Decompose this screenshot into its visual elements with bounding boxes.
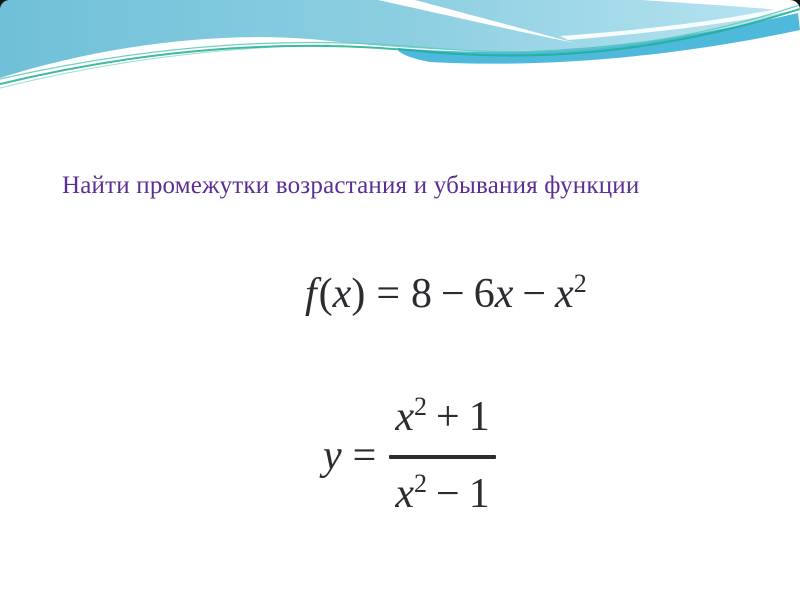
fx-open-paren: (	[318, 271, 333, 317]
formula-y-fraction	[323, 390, 496, 521]
slide-title: Найти промежутки возрастания и убывания функции	[62, 172, 640, 199]
den-minus: −	[436, 470, 460, 517]
fraction-numerator	[389, 390, 495, 445]
fx-close-paren: )	[351, 271, 366, 317]
fraction-bar	[389, 455, 495, 459]
fraction-denominator	[389, 467, 495, 522]
y-equals: =	[352, 432, 377, 479]
fx-coefficient: 6	[473, 271, 495, 317]
fx-function-letter: f	[305, 271, 317, 317]
num-variable: x	[395, 394, 414, 440]
fx-argument: x	[332, 271, 352, 317]
header-wave-graphic	[0, 0, 800, 135]
fraction	[389, 390, 495, 521]
fx-equals: =	[376, 271, 401, 317]
num-constant: 1	[468, 394, 490, 440]
formula-fx	[305, 270, 587, 318]
fx-minus-2: −	[522, 271, 547, 317]
fx-exponent: 2	[573, 269, 587, 298]
num-exponent: 2	[414, 392, 427, 421]
den-constant: 1	[468, 470, 490, 517]
num-plus: +	[436, 394, 460, 440]
y-variable: y	[323, 432, 342, 479]
den-exponent: 2	[414, 468, 427, 498]
fx-constant: 8	[411, 271, 433, 317]
den-variable: x	[395, 470, 414, 517]
fx-linear-term: x	[494, 271, 514, 317]
fx-quadratic-term: x	[555, 271, 574, 317]
fx-minus-1: −	[441, 271, 465, 317]
